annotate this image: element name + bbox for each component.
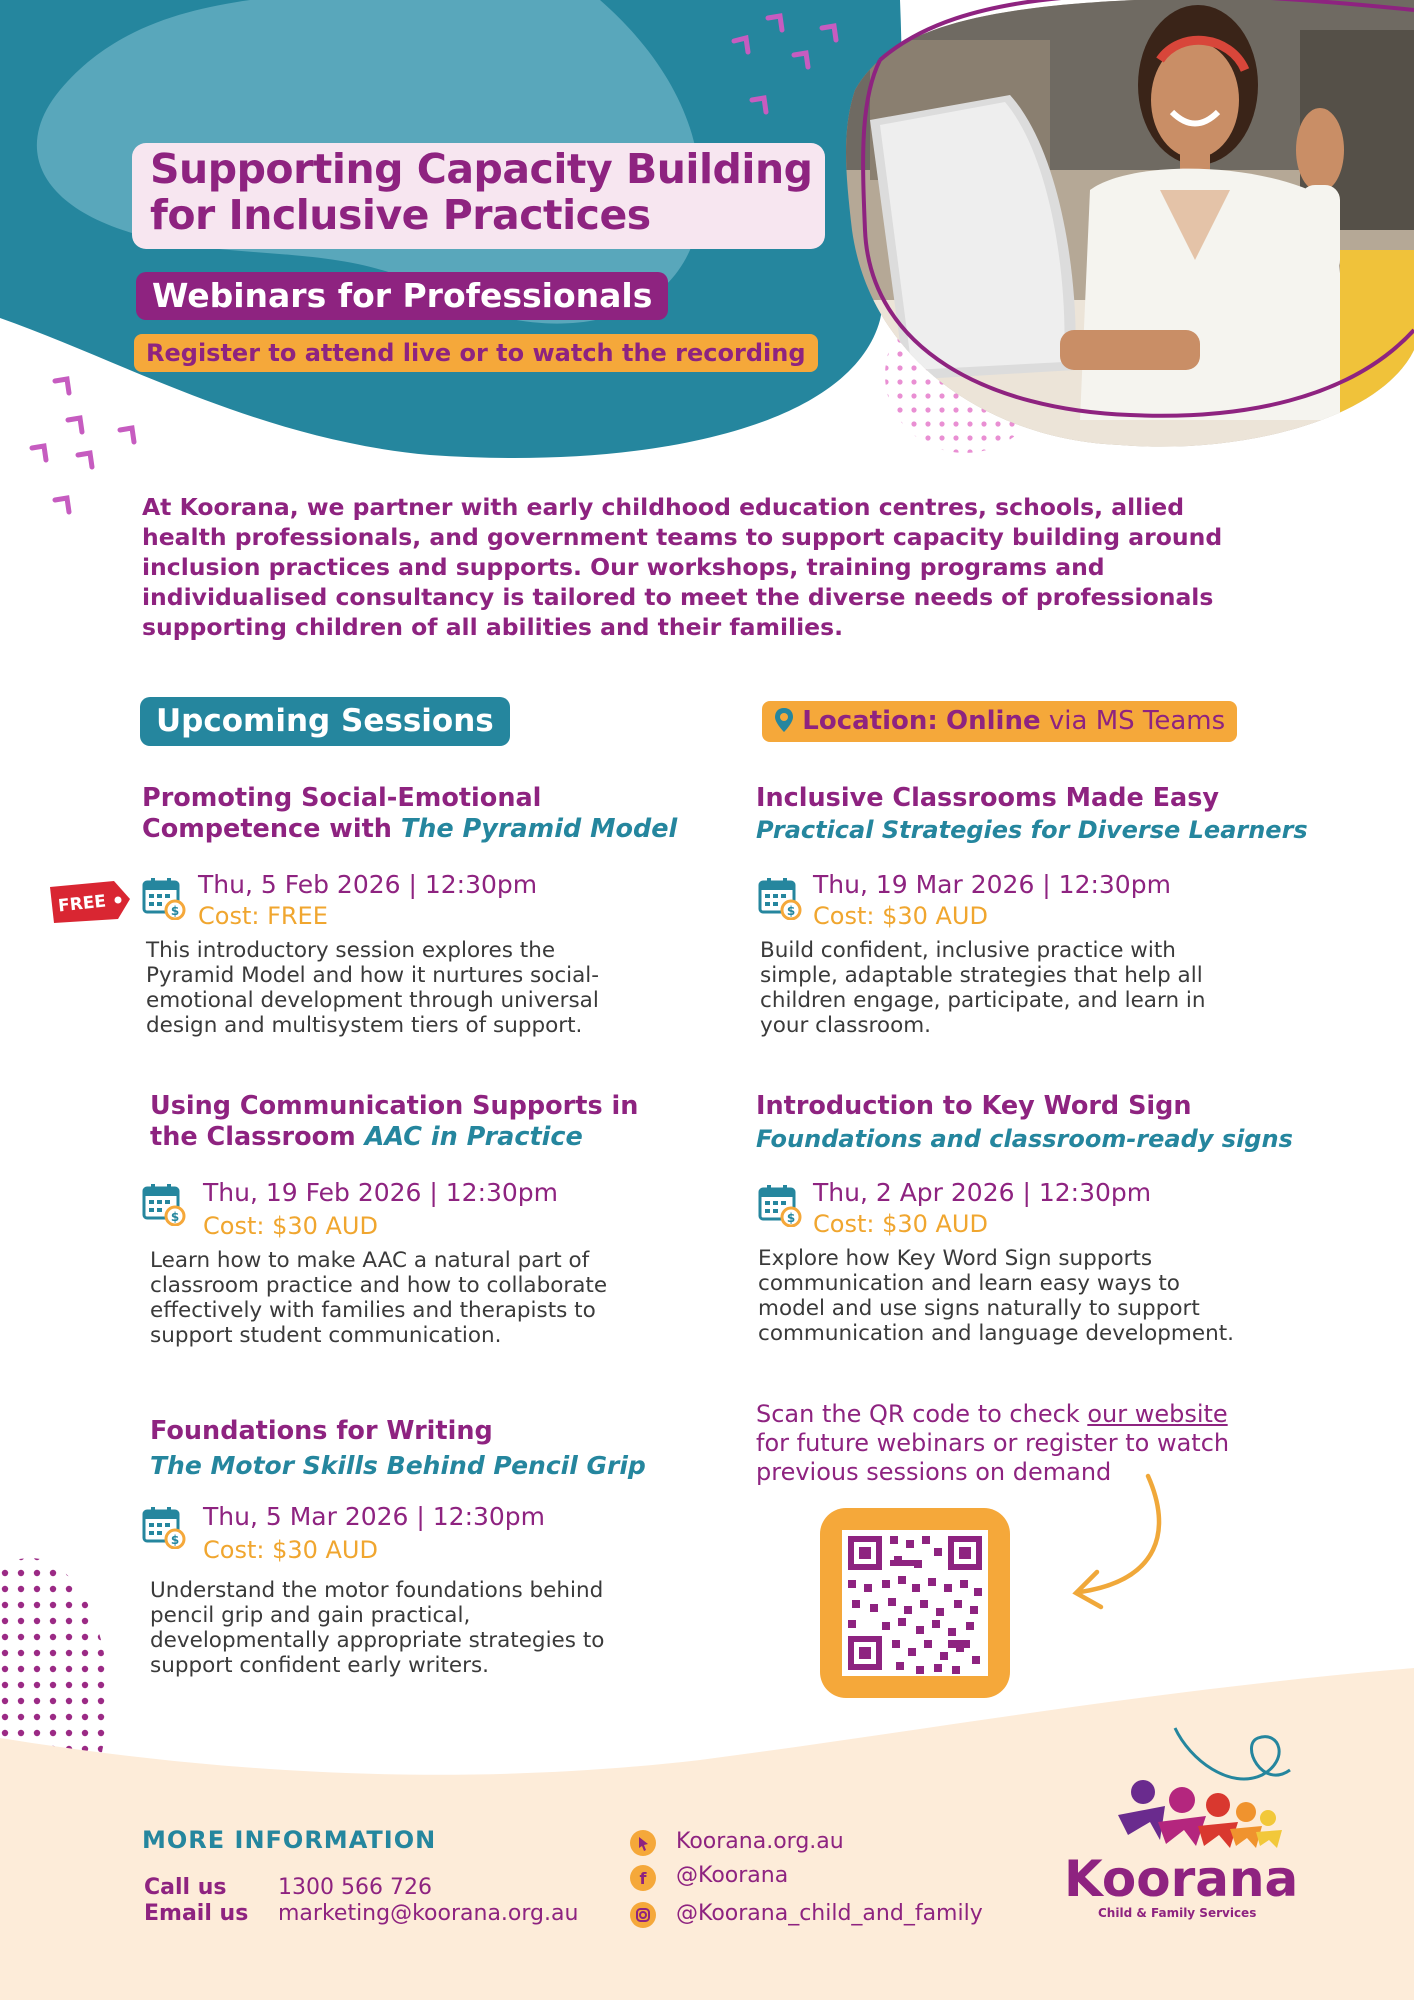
cursor-icon bbox=[629, 1829, 657, 1857]
session-subtitle: Foundations and classroom-ready signs bbox=[756, 1125, 1293, 1153]
scan-qr-text: Scan the QR code to check our website for future webinars or register to watch previous sessions on demand bbox=[756, 1400, 1230, 1486]
session-description: Understand the motor foundations behind pencil grip and gain practical, developmentally appropriate strategies to support confident early writers. bbox=[150, 1578, 605, 1678]
session-description: Build confident, inclusive practice with simple, adaptable strategies that help all children engage, participate, and learn in your classroom. bbox=[760, 938, 1206, 1038]
session-cost: Cost: $30 AUD bbox=[813, 902, 988, 930]
curved-arrow-icon bbox=[1076, 1476, 1159, 1607]
session-title: Inclusive Classrooms Made Easy bbox=[756, 783, 1220, 813]
session-title: Using Communication Supports in the Classroom AAC in Practice bbox=[150, 1091, 639, 1152]
free-tag-text: FREE bbox=[57, 891, 107, 917]
session-date: Thu, 5 Feb 2026 | 12:30pm bbox=[198, 870, 538, 899]
session-subtitle: The Motor Skills Behind Pencil Grip bbox=[150, 1451, 646, 1480]
calendar-icon bbox=[142, 1182, 186, 1226]
location-value: Online bbox=[946, 706, 1041, 736]
location-suffix: via MS Teams bbox=[1048, 706, 1226, 736]
session-cost: Cost: FREE bbox=[198, 902, 328, 930]
koorana-logo-text: Koorana bbox=[1064, 1850, 1299, 1908]
svg-text:$: $ bbox=[786, 904, 796, 918]
session-description: Explore how Key Word Sign supports communication and learn easy ways to model and use signs naturally to support communication and language development. bbox=[758, 1246, 1234, 1346]
upcoming-sessions-heading: Upcoming Sessions bbox=[140, 697, 510, 746]
session-date: Thu, 2 Apr 2026 | 12:30pm bbox=[813, 1178, 1152, 1207]
session-cost: Cost: $30 AUD bbox=[203, 1536, 378, 1564]
svg-text:$: $ bbox=[170, 1210, 180, 1224]
subtitle-pill: Webinars for Professionals bbox=[136, 272, 668, 320]
instagram-icon bbox=[629, 1901, 657, 1929]
facebook-handle[interactable]: @Koorana bbox=[676, 1863, 789, 1888]
email-label: Email us bbox=[144, 1901, 249, 1926]
calendar-icon bbox=[758, 876, 802, 920]
session-cost: Cost: $30 AUD bbox=[813, 1210, 988, 1238]
website-link[interactable]: our website bbox=[1087, 1400, 1228, 1428]
session-title: Introduction to Key Word Sign bbox=[756, 1091, 1192, 1121]
session-cost: Cost: $30 AUD bbox=[203, 1212, 378, 1240]
session-date: Thu, 5 Mar 2026 | 12:30pm bbox=[203, 1502, 546, 1531]
facebook-icon bbox=[629, 1864, 657, 1892]
session-description: This introductory session explores the Pyramid Model and how it nurtures social- emotional development through universal design and multisystem tiers of support. bbox=[146, 938, 600, 1038]
session-title: Promoting Social-Emotional Competence with The Pyramid Model bbox=[142, 783, 678, 844]
location-pin-icon bbox=[774, 707, 794, 733]
svg-text:f: f bbox=[639, 1869, 647, 1888]
call-label: Call us bbox=[144, 1875, 227, 1900]
location-pill bbox=[762, 701, 1237, 742]
svg-text:$: $ bbox=[170, 1533, 180, 1547]
session-title: Foundations for Writing bbox=[150, 1416, 493, 1446]
website-link[interactable]: Koorana.org.au bbox=[676, 1829, 844, 1854]
koorana-logo-subtitle: Child & Family Services bbox=[1098, 1906, 1257, 1920]
calendar-icon bbox=[142, 1505, 186, 1549]
calendar-icon bbox=[142, 876, 186, 920]
session-description: Learn how to make AAC a natural part of classroom practice and how to collaborate effectively with families and therapists to support student communication. bbox=[150, 1248, 608, 1348]
page-title: Supporting Capacity Building for Inclusive Practices bbox=[150, 145, 813, 239]
more-information-heading: MORE INFORMATION bbox=[142, 1826, 437, 1854]
register-pill: Register to attend live or to watch the recording bbox=[134, 334, 818, 372]
email-value[interactable]: marketing@koorana.org.au bbox=[278, 1901, 579, 1926]
calendar-icon bbox=[758, 1183, 802, 1227]
session-date: Thu, 19 Feb 2026 | 12:30pm bbox=[203, 1178, 559, 1207]
session-date: Thu, 19 Mar 2026 | 12:30pm bbox=[813, 870, 1171, 899]
instagram-handle[interactable]: @Koorana_child_and_family bbox=[676, 1901, 983, 1926]
free-tag-icon bbox=[48, 879, 132, 923]
location-label: Location: bbox=[802, 706, 938, 736]
call-value[interactable]: 1300 566 726 bbox=[278, 1875, 432, 1900]
intro-paragraph: At Koorana, we partner with early childhood education centres, schools, allied health professionals, and government teams to support capacity building around inclusion practices and supports. Our workshops, training programs and individualised consultancy is tailored to meet the diverse needs of professionals supporting children of all abilities and their families. bbox=[142, 493, 1223, 641]
session-subtitle: Practical Strategies for Diverse Learners bbox=[756, 816, 1308, 844]
pink-squiggles-left bbox=[32, 379, 134, 512]
svg-text:$: $ bbox=[786, 1211, 796, 1225]
svg-text:$: $ bbox=[170, 904, 180, 918]
